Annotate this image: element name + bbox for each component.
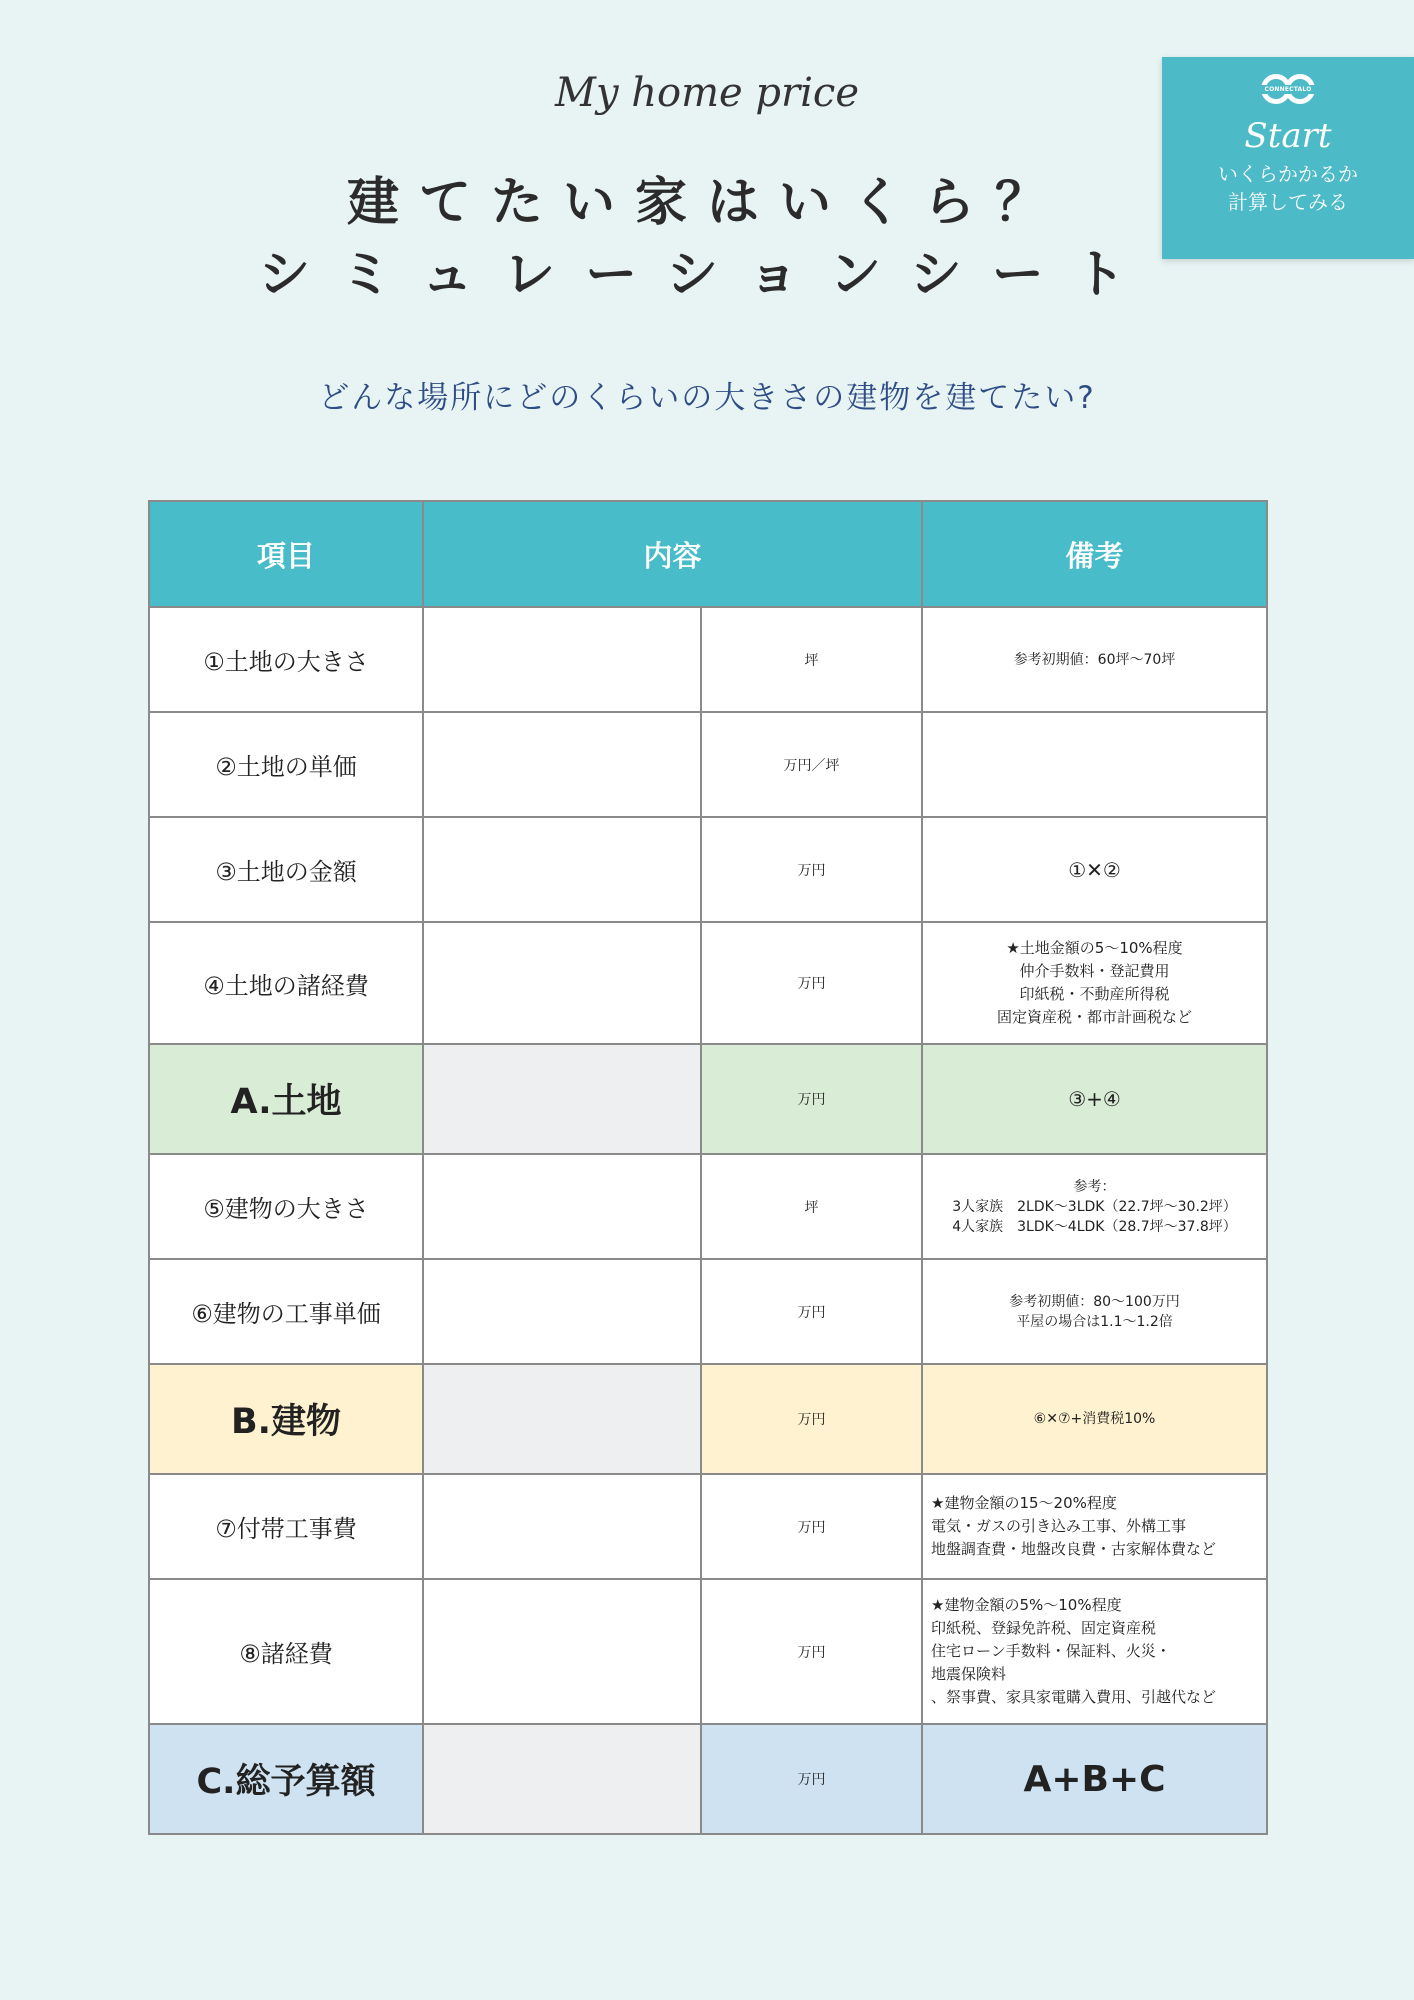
unit-label: 万円	[701, 1579, 922, 1724]
unit-label: 万円	[701, 922, 922, 1044]
value-input	[423, 1724, 701, 1834]
row-label: ④土地の諸経費	[149, 922, 423, 1044]
unit-label: 万円	[701, 1724, 922, 1834]
value-input[interactable]	[423, 817, 701, 922]
remark: A+B+C	[922, 1724, 1267, 1834]
table-row	[149, 712, 1267, 817]
remark: ⑥✕⑦+消費税10%	[922, 1364, 1267, 1474]
table-row	[149, 607, 1267, 712]
unit-label: 坪	[701, 1154, 922, 1259]
remark: ★建物金額の5%〜10%程度 印紙税、登録免許税、固定資産税 住宅ローン手数料・保証料、火災・ 地震保険料 、祭事費、家具家電購入費用、引越代など	[922, 1579, 1267, 1724]
value-input[interactable]	[423, 607, 701, 712]
logo: CONNECTALO	[1259, 74, 1317, 108]
value-input[interactable]	[423, 712, 701, 817]
unit-label: 万円	[701, 1474, 922, 1579]
table-row	[149, 1154, 1267, 1259]
row-label: B.建物	[149, 1364, 423, 1474]
unit-label: 万円	[701, 1364, 922, 1474]
table-row-building-total	[149, 1364, 1267, 1474]
simulation-table	[148, 500, 1268, 1835]
page-title-line2: シミュレーションシート	[258, 245, 1156, 305]
header-item: 項目	[149, 501, 423, 607]
start-description: いくらかかるか 計算してみる	[1218, 162, 1358, 214]
value-input[interactable]	[423, 1579, 701, 1724]
page-title-line1: 建てたい家はいくら？	[346, 173, 1067, 233]
remark: ③+④	[922, 1044, 1267, 1154]
unit-label: 坪	[701, 607, 922, 712]
remark: 参考初期値：60坪〜70坪	[922, 607, 1267, 712]
remark: ★土地金額の5〜10%程度 仲介手数料・登記費用 印紙税・不動産所得税 固定資産税・都市計画税など	[922, 922, 1267, 1044]
table-row-land-total	[149, 1044, 1267, 1154]
value-input	[423, 1044, 701, 1154]
unit-label: 万円	[701, 817, 922, 922]
table-row	[149, 817, 1267, 922]
remark: 参考初期値：80〜100万円 平屋の場合は1.1〜1.2倍	[922, 1259, 1267, 1364]
row-label: A.土地	[149, 1044, 423, 1154]
unit-label: 万円	[701, 1259, 922, 1364]
header-content: 内容	[423, 501, 922, 607]
start-badge[interactable]	[1162, 57, 1414, 259]
table-header-row	[149, 501, 1267, 607]
remark: 参考： 3人家族 2LDK〜3LDK（22.7坪〜30.2坪） 4人家族 3LDK〜4LDK（28.7坪〜37.8坪）	[922, 1154, 1267, 1259]
unit-label: 万円／坪	[701, 712, 922, 817]
value-input[interactable]	[423, 1474, 701, 1579]
section-question: どんな場所にどのくらいの大きさの建物を建てたい?	[318, 380, 1096, 416]
header-remarks: 備考	[922, 501, 1267, 607]
table-row	[149, 922, 1267, 1044]
value-input[interactable]	[423, 922, 701, 1044]
script-title: My home price	[554, 70, 860, 116]
table-row	[149, 1474, 1267, 1579]
unit-label: 万円	[701, 1044, 922, 1154]
row-label: ①土地の大きさ	[149, 607, 423, 712]
table-row	[149, 1259, 1267, 1364]
table-row	[149, 1579, 1267, 1724]
row-label: ⑤建物の大きさ	[149, 1154, 423, 1259]
row-label: ⑦付帯工事費	[149, 1474, 423, 1579]
row-label: ②土地の単価	[149, 712, 423, 817]
value-input[interactable]	[423, 1259, 701, 1364]
row-label: ③土地の金額	[149, 817, 423, 922]
remark: ①✕②	[922, 817, 1267, 922]
row-label: C.総予算額	[149, 1724, 423, 1834]
remark	[922, 712, 1267, 817]
row-label: ⑥建物の工事単価	[149, 1259, 423, 1364]
row-label: ⑧諸経費	[149, 1579, 423, 1724]
table-row-grand-total	[149, 1724, 1267, 1834]
start-label: Start	[1244, 116, 1332, 156]
value-input[interactable]	[423, 1154, 701, 1259]
remark: ★建物金額の15〜20%程度 電気・ガスの引き込み工事、外構工事 地盤調査費・地盤改良費・古家解体費など	[922, 1474, 1267, 1579]
value-input	[423, 1364, 701, 1474]
